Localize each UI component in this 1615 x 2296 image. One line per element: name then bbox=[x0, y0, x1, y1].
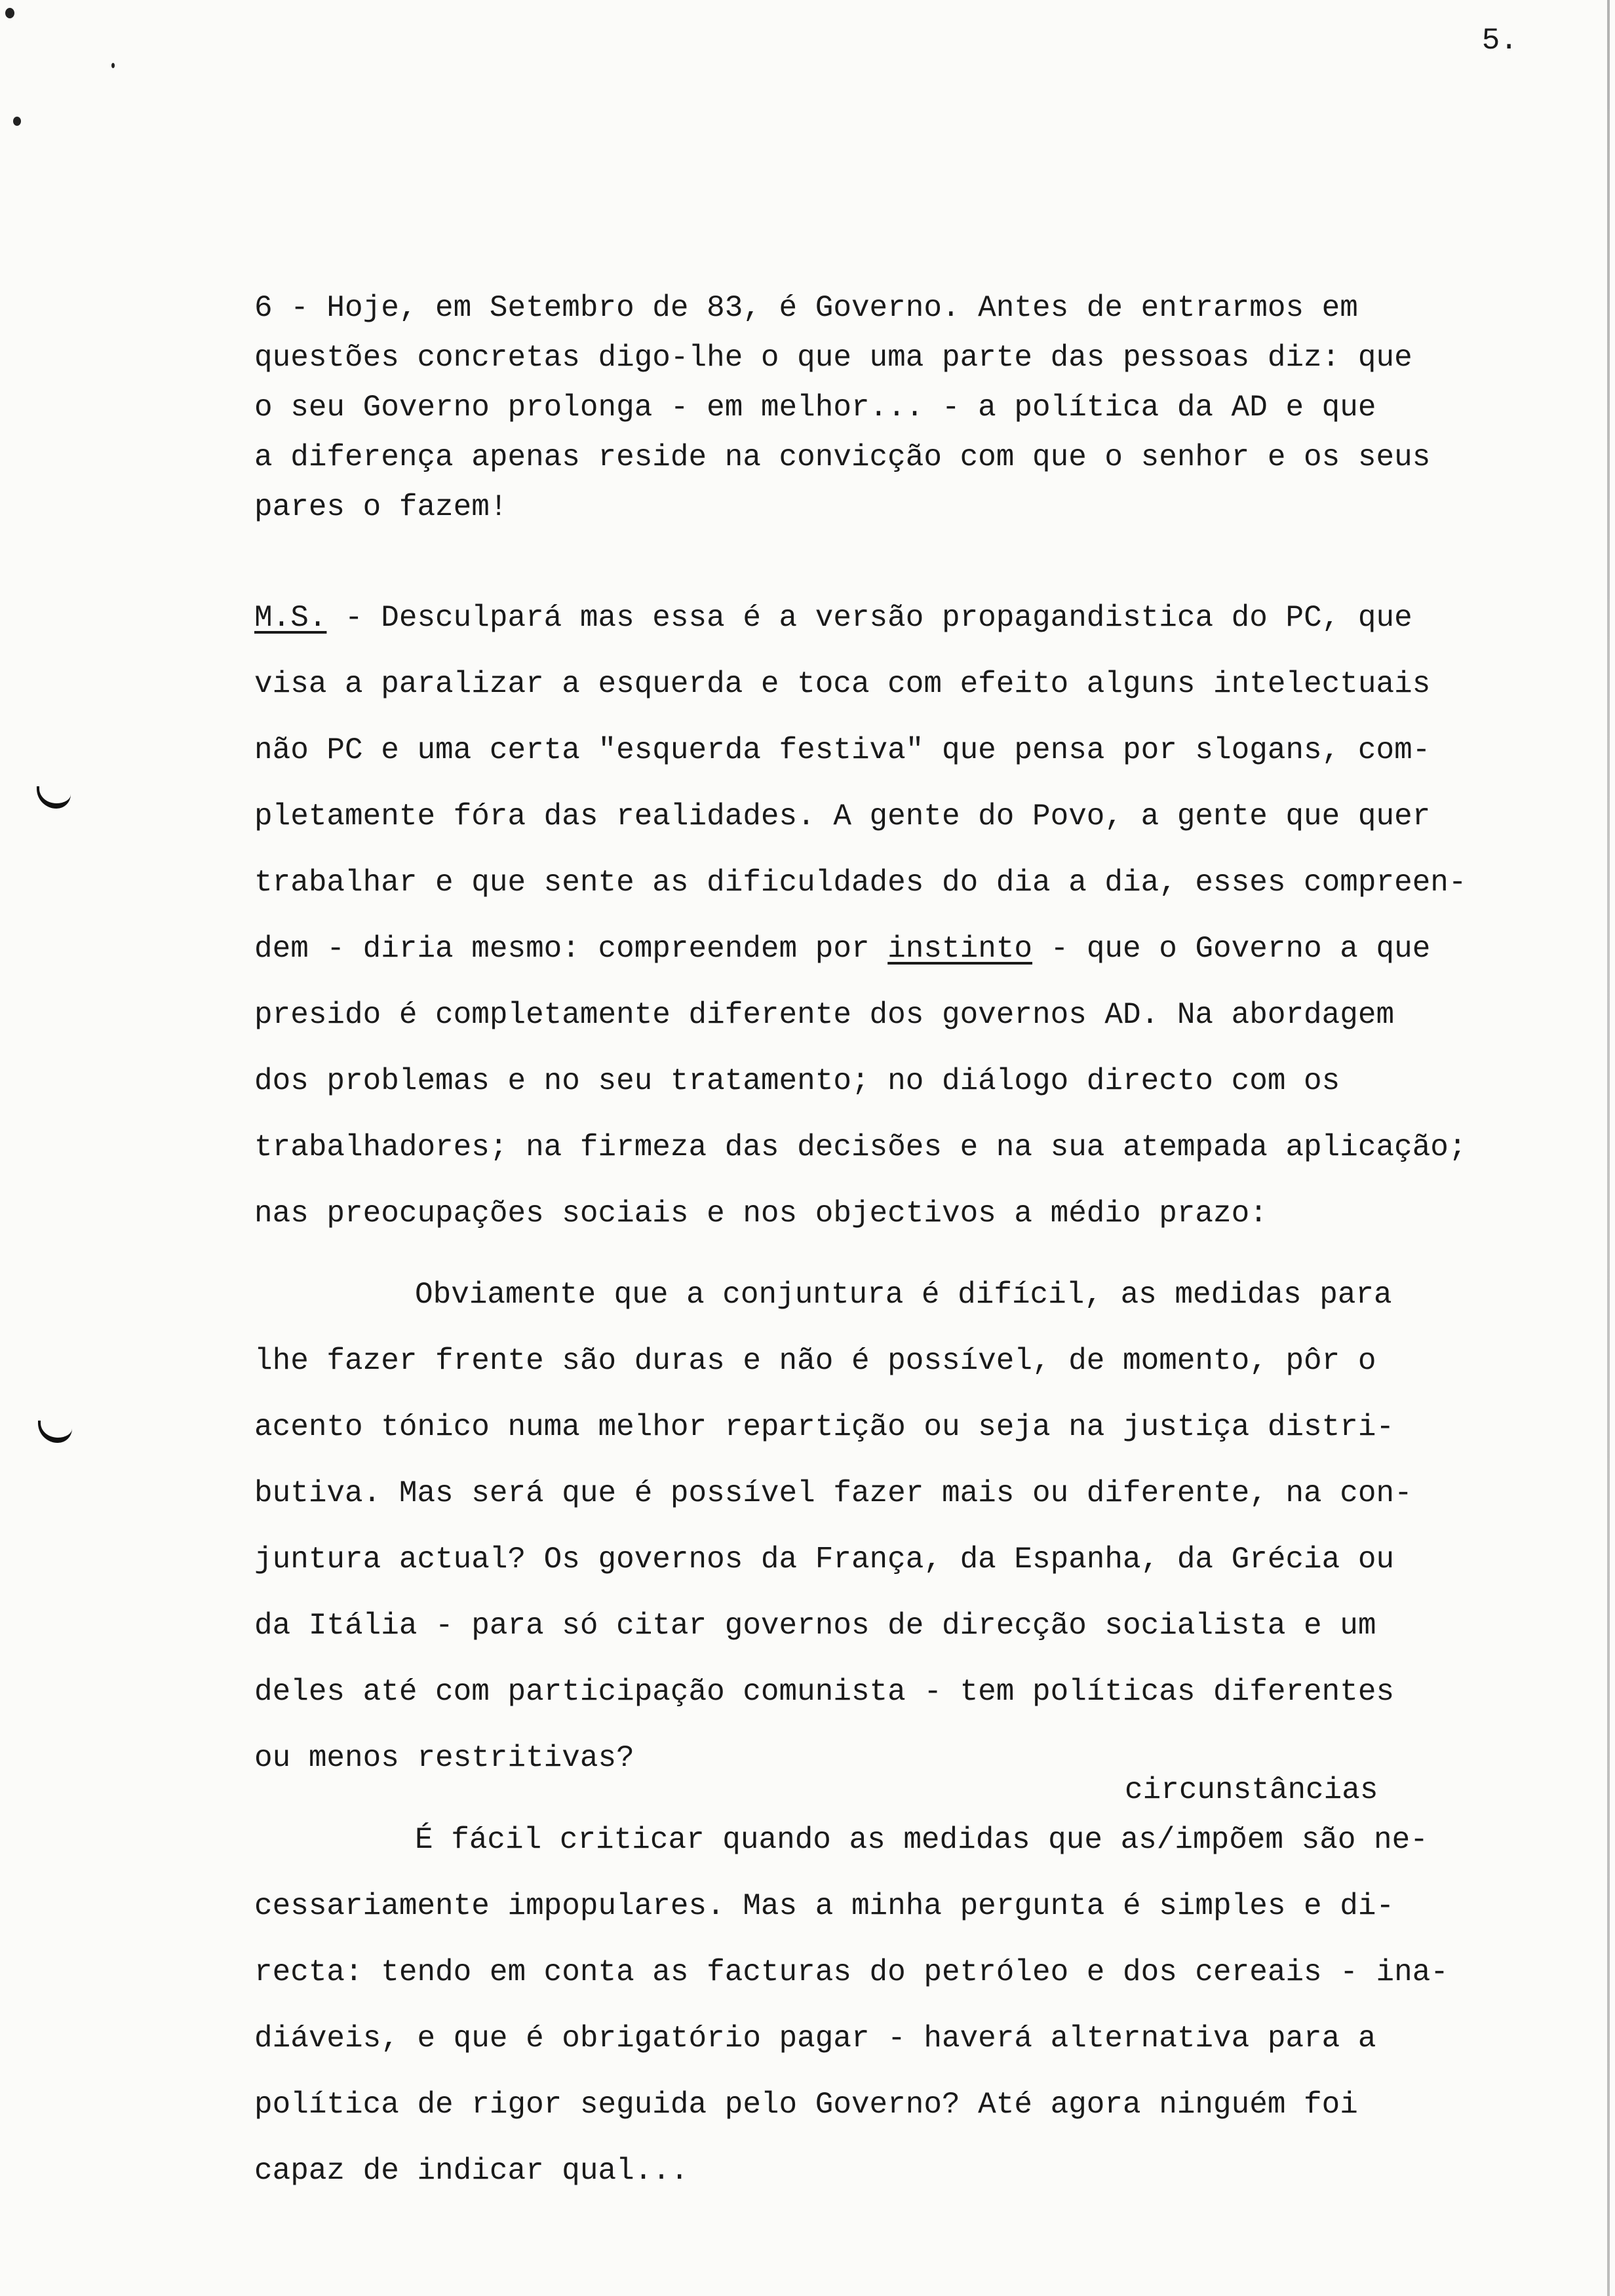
margin-hole-mark bbox=[37, 786, 71, 809]
text-line: lhe fazer frente são duras e não é possível, de momento, pôr o bbox=[254, 1344, 1376, 1378]
text-segment: dem - diria mesmo: compreendem por bbox=[254, 932, 888, 966]
underlined-word: instinto bbox=[887, 932, 1033, 966]
text-line: deles até com participação comunista - tem políticas diferentes bbox=[254, 1675, 1395, 1709]
text-line: pares o fazem! bbox=[254, 490, 508, 524]
page-edge-line bbox=[1607, 0, 1610, 2296]
text-line: acento tónico numa melhor repartição ou seja na justiça distri- bbox=[254, 1410, 1395, 1444]
text-line: diáveis, e que é obrigatório pagar - haverá alternativa para a bbox=[254, 2021, 1376, 2056]
answer-paragraph-3 bbox=[254, 1807, 1559, 2204]
text-line: a diferença apenas reside na convicção com que o senhor e os seus bbox=[254, 440, 1431, 474]
text-line: dos problemas e no seu tratamento; no diálogo directo com os bbox=[254, 1064, 1340, 1098]
text-segment: - Desculpará mas essa é a versão propagandistica do PC, que bbox=[326, 601, 1412, 635]
text-line: o seu Governo prolonga - em melhor... - a política da AD e que bbox=[254, 391, 1376, 425]
text-line: trabalhar e que sente as dificuldades do dia a dia, esses compreen- bbox=[254, 866, 1467, 900]
question-paragraph bbox=[254, 275, 1559, 541]
text-line: não PC e uma certa "esquerda festiva" que pensa por slogans, com- bbox=[254, 733, 1431, 767]
speaker-label: M.S. bbox=[254, 601, 327, 635]
text-line: recta: tendo em conta as facturas do petróleo e dos cereais - ina- bbox=[254, 1955, 1449, 1989]
margin-hole-mark bbox=[38, 1421, 72, 1443]
text-line: capaz de indicar qual... bbox=[254, 2154, 689, 2188]
text-line: presido é completamente diferente dos governos AD. Na abordagem bbox=[254, 998, 1395, 1032]
ink-speck bbox=[13, 117, 21, 126]
text-line: 6 - Hoje, em Setembro de 83, é Governo. Antes de entrarmos em bbox=[254, 291, 1358, 325]
page-number: 5. bbox=[1481, 24, 1518, 58]
text-segment: - que o Governo a que bbox=[1032, 932, 1431, 966]
answer-paragraph-2 bbox=[254, 1262, 1559, 1791]
text-line bbox=[254, 585, 1559, 651]
ink-speck bbox=[111, 63, 115, 68]
text-line: cessariamente impopulares. Mas a minha pergunta é simples e di- bbox=[254, 1889, 1395, 1923]
text-line: É fácil criticar quando as medidas que as/impõem são ne- bbox=[415, 1823, 1428, 1857]
ink-speck bbox=[5, 8, 14, 18]
text-line: pletamente fóra das realidades. A gente do Povo, a gente que quer bbox=[254, 799, 1431, 833]
text-line: questões concretas digo-lhe o que uma parte das pessoas diz: que bbox=[254, 341, 1412, 375]
text-line bbox=[254, 916, 1559, 982]
text-line: da Itália - para só citar governos de direcção socialista e um bbox=[254, 1609, 1376, 1643]
answer-paragraph-1 bbox=[254, 585, 1559, 1247]
interlinear-annotation: circunstâncias bbox=[1125, 1773, 1378, 1807]
text-line: butiva. Mas será que é possível fazer mais ou diferente, na con- bbox=[254, 1476, 1412, 1510]
text-line: política de rigor seguida pelo Governo? Até agora ninguém foi bbox=[254, 2088, 1358, 2122]
text-line: trabalhadores; na firmeza das decisões e na sua atempada aplicação; bbox=[254, 1130, 1467, 1164]
text-line: juntura actual? Os governos da França, da Espanha, da Grécia ou bbox=[254, 1542, 1395, 1577]
text-line: nas preocupações sociais e nos objectivos a médio prazo: bbox=[254, 1196, 1268, 1231]
text-line: Obviamente que a conjuntura é difícil, as medidas para bbox=[415, 1278, 1392, 1312]
text-line: visa a paralizar a esquerda e toca com efeito alguns intelectuais bbox=[254, 667, 1431, 701]
text-line: ou menos restritivas? bbox=[254, 1741, 634, 1775]
